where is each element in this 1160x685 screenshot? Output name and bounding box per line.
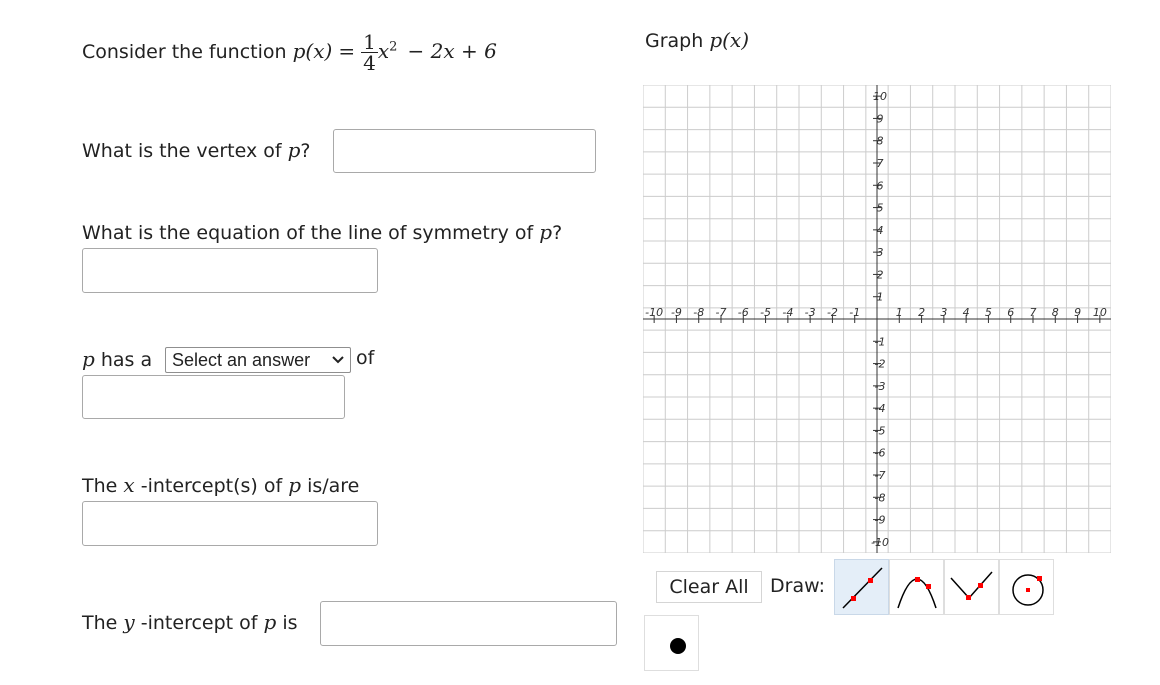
y-tick-label: 4 [876, 223, 884, 237]
vertex-label: What is the vertex of [82, 140, 282, 162]
parabola-tool-button[interactable] [889, 559, 944, 615]
circle-tool-button[interactable] [999, 559, 1054, 615]
p-symbol: p [539, 220, 553, 244]
y-tick-label: -1 [874, 335, 886, 349]
draw-label: Draw: [770, 575, 825, 597]
axes [643, 85, 1111, 553]
symmetry-input[interactable] [82, 248, 378, 293]
x-tick-label: 4 [962, 306, 970, 319]
p-symbol: p [82, 347, 95, 371]
extremum-input[interactable] [82, 375, 345, 419]
y-tick-label: 7 [876, 157, 884, 170]
y-tick-label: -8 [874, 491, 886, 505]
y-tick-label: -3 [874, 379, 886, 393]
x-tick-label: -1 [849, 306, 861, 319]
x-intercepts-question [82, 473, 359, 497]
graph-canvas[interactable] [643, 85, 1111, 553]
y-tick-label: 5 [876, 201, 884, 215]
x-tick-label: 6 [1007, 306, 1015, 319]
symmetry-label: What is the equation of the line of symmetry of [82, 222, 534, 244]
y-tick-label: 9 [876, 112, 884, 126]
y-tick-label: -7 [874, 469, 886, 482]
x-intercepts-suffix: is/are [307, 475, 360, 497]
y-intercept-input[interactable] [320, 601, 617, 646]
x-intercepts-input[interactable] [82, 501, 378, 546]
y-axis-tick-labels [871, 90, 889, 549]
x-tick-label: -9 [670, 306, 682, 319]
absolute-value-icon [945, 560, 1000, 616]
x-tick-label: 9 [1074, 306, 1082, 319]
of-label: of [356, 347, 375, 369]
x-tick-label: -10 [645, 306, 664, 319]
x-tick-label: 1 [895, 306, 903, 319]
function-name: p(x) [292, 39, 333, 63]
y-tick-label: -4 [874, 402, 886, 416]
x-symbol: x [123, 473, 135, 497]
x-tick-label: 5 [984, 306, 992, 319]
circle-icon [1000, 560, 1055, 616]
x-tick-label: 3 [940, 306, 948, 319]
x-intercepts-prefix: The [82, 475, 118, 497]
equals-sign: = [338, 39, 356, 63]
point-tool-button[interactable] [644, 615, 699, 671]
x-tick-label: -6 [737, 306, 749, 319]
graph-title [645, 28, 749, 52]
extremum-select-value: Select an answer [172, 350, 311, 370]
y-tick-label: -5 [874, 424, 886, 438]
chevron-down-icon [332, 348, 344, 378]
clear-all-button[interactable]: Clear All [656, 571, 762, 603]
fraction-one-quarter [361, 32, 378, 73]
graph-title-math: p(x) [709, 28, 750, 52]
y-tick-label: -2 [874, 357, 886, 371]
x-intercepts-label: -intercept(s) of [140, 475, 283, 497]
function-rest: − 2x + 6 [407, 39, 497, 63]
y-tick-label: 1 [876, 290, 884, 304]
y-tick-label: -6 [874, 446, 886, 460]
vertex-question [82, 138, 311, 162]
graph-title-text: Graph [645, 30, 704, 52]
has-a-label: has a [100, 349, 153, 371]
vertex-input[interactable] [333, 129, 596, 173]
fraction-denominator: 4 [363, 51, 376, 75]
x-tick-label: 8 [1051, 306, 1059, 319]
y-intercept-question [82, 610, 298, 634]
y-tick-label: -10 [871, 535, 889, 549]
p-symbol: p [288, 473, 302, 497]
x-tick-label: 2 [918, 306, 926, 319]
exponent: 2 [389, 39, 398, 55]
parabola-icon [890, 560, 945, 616]
x-tick-label: -3 [804, 306, 816, 319]
extremum-question [82, 347, 152, 371]
intro-text: Consider the function [82, 41, 287, 63]
point-icon [645, 616, 700, 672]
y-tick-label: 2 [876, 268, 884, 282]
y-tick-label: 8 [876, 134, 884, 148]
y-intercept-label: -intercept of [140, 612, 258, 634]
extremum-select[interactable] [165, 347, 351, 373]
p-symbol: p [263, 610, 277, 634]
x-tick-label: -8 [693, 306, 705, 319]
x-tick-label: 7 [1029, 306, 1037, 319]
x-tick-label: 10 [1092, 306, 1107, 319]
fraction-numerator: 1 [363, 30, 376, 54]
x-squared-base: x [377, 39, 390, 63]
x-tick-label: -2 [826, 306, 838, 319]
question-mark: ? [300, 140, 311, 162]
line-tool-button[interactable] [834, 559, 889, 615]
x-tick-label: -7 [715, 306, 727, 319]
symmetry-question [82, 220, 562, 244]
y-tick-label: 10 [873, 90, 887, 104]
line-tool-icon [835, 560, 890, 616]
y-tick-label: 3 [876, 246, 884, 260]
question-mark: ? [552, 222, 563, 244]
x-tick-label: -4 [782, 306, 794, 319]
y-intercept-suffix: is [282, 612, 298, 634]
y-tick-label: -9 [874, 513, 886, 527]
absolute-value-tool-button[interactable] [944, 559, 999, 615]
y-symbol: y [123, 610, 135, 634]
function-statement [82, 32, 497, 92]
x-tick-label: -5 [760, 306, 772, 319]
y-tick-label: 6 [876, 179, 884, 193]
p-symbol: p [287, 138, 301, 162]
y-intercept-prefix: The [82, 612, 118, 634]
